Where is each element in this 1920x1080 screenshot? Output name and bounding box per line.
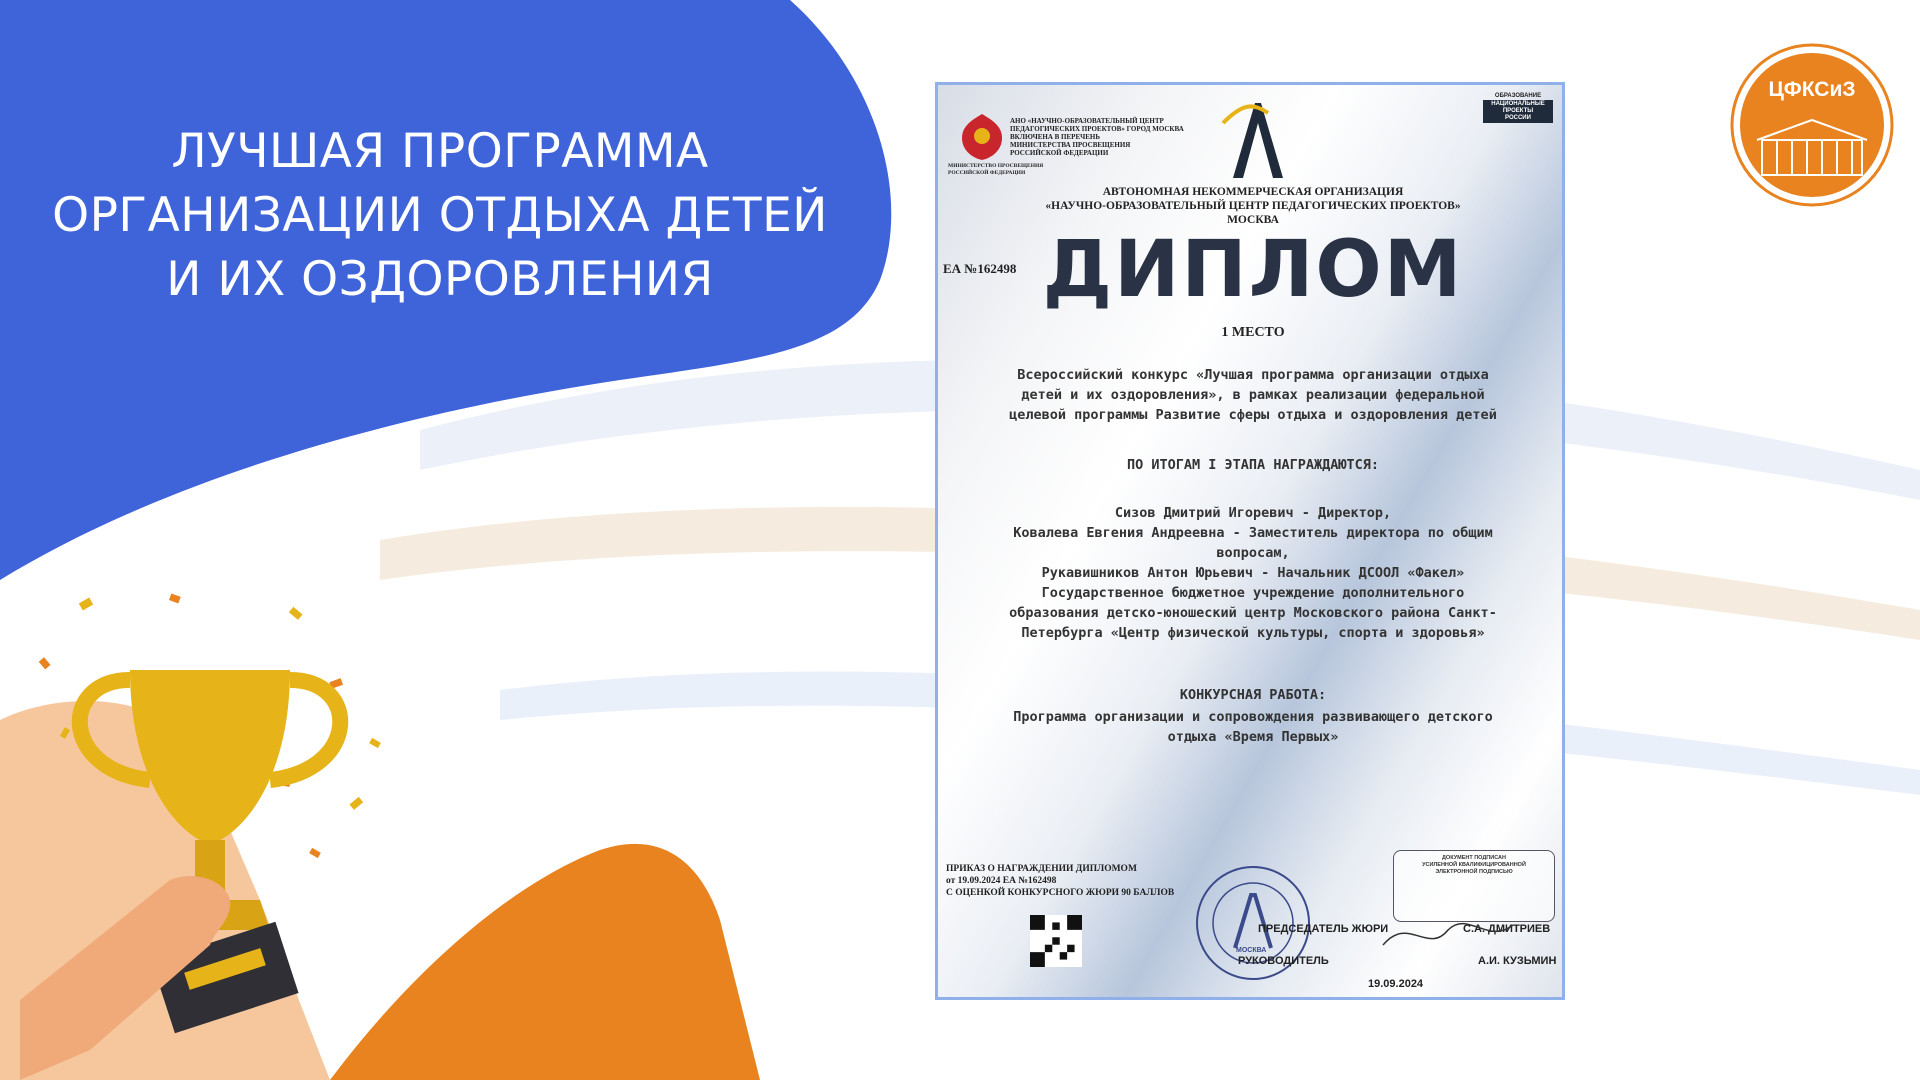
awarded-heading: ПО ИТОГАМ I ЭТАПА НАГРАЖДАЮТСЯ: bbox=[1127, 457, 1379, 473]
org-line: МОСКВА bbox=[1227, 214, 1279, 226]
logo bbox=[1727, 40, 1897, 210]
qr-code-icon bbox=[1030, 915, 1082, 967]
diploma-number: ЕА №162498 bbox=[943, 261, 1017, 276]
contest-line: целевой программы Развитие сферы отдыха и оздоровления детей bbox=[1009, 407, 1497, 423]
logo-text: ЦФКСиЗ bbox=[1768, 78, 1856, 101]
ecp-line: УСИЛЕННОЙ КВАЛИФИЦИРОВАННОЙ bbox=[1422, 862, 1526, 868]
awardee-line: Петербурга «Центр физической культуры, спорта и здоровья» bbox=[1021, 625, 1485, 641]
awardee-line: Государственное бюджетное учреждение дополнительного bbox=[1041, 585, 1465, 601]
org-line: «НАУЧНО-ОБРАЗОВАТЕЛЬНЫЙ ЦЕНТР ПЕДАГОГИЧЕСКИХ ПРОЕКТОВ» bbox=[1045, 200, 1461, 212]
coat-of-arms-icon bbox=[958, 110, 1006, 162]
signature bbox=[1378, 905, 1518, 965]
header-line: МИНИСТЕРСТВА ПРОСВЕЩЕНИЯ bbox=[1010, 141, 1131, 149]
header-left bbox=[1010, 117, 1230, 157]
awardee-line: Ковалева Евгения Андреевна - Заместитель директора по общим bbox=[1013, 525, 1493, 541]
headline-line: ОРГАНИЗАЦИИ ОТДЫХА ДЕТЕЙ bbox=[52, 188, 828, 243]
np-line: НАЦИОНАЛЬНЫЕ bbox=[1491, 101, 1545, 107]
contest-description bbox=[938, 365, 1565, 425]
ministry-line: РОССИЙСКОЙ ФЕДЕРАЦИИ bbox=[948, 170, 1026, 176]
logo-badge bbox=[1727, 40, 1897, 210]
headline bbox=[30, 120, 850, 312]
headline-line: И ИХ ОЗДОРОВЛЕНИЯ bbox=[166, 252, 714, 307]
awardee-line: Сизов Дмитрий Игоревич - Директор, bbox=[1114, 505, 1392, 521]
np-line: РОССИИ bbox=[1505, 115, 1531, 121]
work-line: отдыха «Время Первых» bbox=[1167, 729, 1339, 745]
header-line: РОССИЙСКОЙ ФЕДЕРАЦИИ bbox=[1010, 149, 1109, 157]
ecp-text bbox=[1394, 855, 1554, 876]
ecp-line: ДОКУМЕНТ ПОДПИСАН bbox=[1442, 855, 1506, 861]
np-line: ПРОЕКТЫ bbox=[1502, 108, 1534, 114]
diploma-title: ДИПЛОМ bbox=[1042, 225, 1464, 315]
work-heading: КОНКУРСНАЯ РАБОТА: bbox=[1179, 687, 1327, 703]
headline-line: ЛУЧШАЯ ПРОГРАММА bbox=[171, 124, 709, 179]
awardee-line: образования детско-юношеский центр Московского района Санкт- bbox=[1009, 605, 1497, 621]
ministry-block bbox=[948, 163, 1088, 177]
order-line: С ОЦЕНКОЙ КОНКУРСНОГО ЖЮРИ 90 БАЛЛОВ bbox=[946, 888, 1175, 898]
awardee-line: Рукавишников Антон Юрьевич - Начальник ДСООЛ «Факел» bbox=[1041, 565, 1465, 581]
work bbox=[938, 707, 1565, 747]
place: 1 МЕСТО bbox=[1221, 325, 1285, 340]
organization bbox=[938, 185, 1565, 227]
header-line: ВКЛЮЧЕНА В ПЕРЕЧЕНЬ bbox=[1010, 133, 1100, 141]
order-line: ПРИКАЗ О НАГРАЖДЕНИИ ДИПЛОМОМ bbox=[946, 864, 1137, 874]
head-name: А.И. КУЗЬМИН bbox=[1478, 955, 1557, 967]
stamp-city: МОСКВА bbox=[1236, 947, 1267, 954]
awardees bbox=[938, 503, 1565, 643]
org-line: АВТОНОМНАЯ НЕКОММЕРЧЕСКАЯ ОРГАНИЗАЦИЯ bbox=[1102, 186, 1404, 198]
trophy-cup bbox=[130, 670, 290, 845]
ministry-line: МИНИСТЕРСТВО ПРОСВЕЩЕНИЯ bbox=[948, 163, 1044, 169]
center-logo-icon bbox=[1213, 93, 1293, 183]
diploma bbox=[935, 82, 1565, 1000]
order-text bbox=[946, 863, 1174, 899]
header-line: ПЕДАГОГИЧЕСКИХ ПРОЕКТОВ» ГОРОД МОСКВА bbox=[1010, 125, 1184, 133]
contest-line: Всероссийский конкурс «Лучшая программа организации отдыха bbox=[1017, 367, 1489, 383]
national-projects-badge bbox=[1483, 93, 1553, 123]
np-line: ОБРАЗОВАНИЕ bbox=[1494, 93, 1542, 99]
work-line: Программа организации и сопровождения развивающего детского bbox=[1013, 709, 1493, 725]
awardee-line: вопросам, bbox=[1216, 545, 1290, 561]
date: 19.09.2024 bbox=[1368, 978, 1424, 990]
header-line: АНО «НАУЧНО-ОБРАЗОВАТЕЛЬНЫЙ ЦЕНТР bbox=[1010, 117, 1164, 125]
jury-label: ПРЕДСЕДАТЕЛЬ ЖЮРИ bbox=[1258, 923, 1389, 935]
head-label: РУКОВОДИТЕЛЬ bbox=[1238, 955, 1329, 967]
contest-line: детей и их оздоровления», в рамках реализации федеральной bbox=[1021, 387, 1485, 403]
ecp-line: ЭЛЕКТРОННОЙ ПОДПИСЬЮ bbox=[1435, 869, 1513, 875]
jury-name: С.А. ДМИТРИЕВ bbox=[1463, 923, 1551, 935]
trophy-illustration bbox=[20, 580, 420, 1080]
order-line: от 19.09.2024 ЕА №162498 bbox=[946, 876, 1057, 886]
